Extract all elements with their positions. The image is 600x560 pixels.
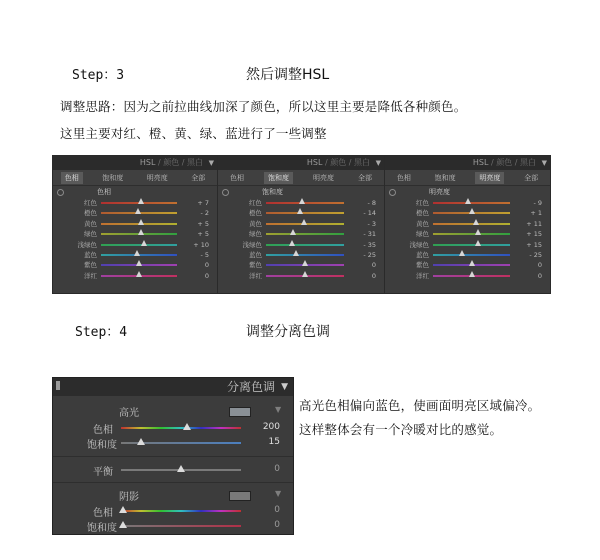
hl-sat-label: 饱和度	[87, 440, 117, 451]
hsl-row	[53, 229, 217, 239]
hsl-row	[385, 260, 550, 270]
channel-slider[interactable]	[266, 212, 344, 214]
hsl-row	[53, 208, 217, 218]
color-tab-label[interactable]: 颜色	[496, 158, 513, 167]
channel-label: 黄色	[249, 219, 262, 228]
collapse-triangle-icon[interactable]: ▼	[541, 159, 547, 167]
split-description-line-1: 高光色相偏向蓝色，使画面明亮区域偏冷。	[299, 398, 541, 413]
channel-value[interactable]: 0	[537, 261, 542, 270]
channel-value[interactable]: 0	[537, 271, 542, 280]
channel-value[interactable]: + 7	[197, 199, 209, 207]
channel-value[interactable]: - 14	[363, 209, 376, 218]
step4-title: 调整分离色调	[246, 324, 330, 340]
sh-hue-thumb[interactable]	[119, 506, 127, 513]
sh-sat-label: 饱和度	[87, 523, 117, 534]
channel-label: 黄色	[416, 219, 429, 228]
channel-value[interactable]: 0	[204, 261, 209, 270]
split-toning-panel	[52, 377, 294, 535]
channel-slider-thumb[interactable]	[469, 260, 475, 266]
hsl-row	[218, 198, 384, 208]
hsl-section-label: 色相	[97, 188, 111, 196]
channel-label: 红色	[84, 199, 97, 207]
hsl-tab-bar	[385, 170, 550, 186]
hsl-panel-header[interactable]	[218, 156, 384, 170]
channel-label: 绿色	[416, 230, 429, 239]
sh-hue-value[interactable]: 0	[274, 505, 280, 515]
channel-label: 蓝色	[416, 250, 429, 259]
balance-label: 平衡	[93, 467, 113, 478]
hsl-panel-header[interactable]	[53, 156, 217, 170]
hsl-row	[218, 271, 384, 281]
channel-label: 洋红	[249, 271, 262, 280]
channel-slider[interactable]	[101, 244, 177, 246]
hsl-section-title	[385, 186, 550, 198]
hl-hue-slider[interactable]	[121, 427, 241, 429]
sh-sat-value[interactable]: 0	[274, 520, 280, 530]
collapse-triangle-icon[interactable]: ▼	[281, 382, 288, 392]
collapse-triangle-icon[interactable]: ▼	[375, 159, 381, 167]
target-adjust-icon[interactable]	[57, 189, 64, 196]
hsl-tab[interactable]: 全部	[191, 173, 206, 182]
channel-label: 红色	[249, 199, 262, 207]
channel-slider-thumb[interactable]	[138, 229, 144, 235]
channel-slider-thumb[interactable]	[465, 198, 471, 204]
hsl-row	[385, 219, 550, 229]
shadows-color-swatch[interactable]	[229, 491, 251, 501]
channel-label: 橙色	[84, 209, 97, 218]
sh-hue-label: 色相	[93, 508, 113, 519]
description-line-1: 调整思路：因为之前拉曲线加深了颜色，所以这里主要是降低各种颜色。	[60, 99, 467, 114]
balance-value[interactable]: 0	[274, 464, 280, 474]
description-line-2: 这里主要对红、橙、黄、绿、蓝进行了一些调整	[60, 126, 327, 141]
hsl-tab-label[interactable]: HSL	[472, 158, 489, 167]
hsl-tab[interactable]: 明亮度	[475, 172, 504, 184]
channel-value[interactable]: 0	[204, 271, 209, 280]
sep: /	[488, 158, 497, 167]
collapse-triangle-icon[interactable]: ▼	[208, 159, 214, 167]
hsl-tab[interactable]: 饱和度	[102, 173, 124, 182]
channel-label: 浅绿色	[77, 240, 97, 249]
channel-slider-thumb[interactable]	[475, 240, 481, 246]
highlights-label: 高光	[119, 408, 139, 419]
channel-slider-thumb[interactable]	[290, 229, 296, 235]
bw-tab-label[interactable]: 黑白	[520, 158, 536, 167]
channel-value[interactable]: + 5	[197, 230, 209, 239]
channel-slider[interactable]	[266, 244, 344, 246]
step3-label: Step：3	[72, 68, 125, 83]
hsl-row	[385, 250, 550, 260]
channel-label: 紫色	[84, 261, 97, 270]
hsl-row	[218, 219, 384, 229]
hsl-tab-label[interactable]: HSL	[306, 158, 323, 167]
channel-value[interactable]: - 9	[533, 199, 542, 207]
step4-label: Step：4	[75, 325, 128, 340]
channel-value[interactable]: + 5	[197, 219, 209, 228]
target-adjust-icon[interactable]	[389, 189, 396, 196]
channel-value[interactable]: 0	[371, 261, 376, 270]
channel-label: 蓝色	[249, 250, 262, 259]
channel-slider-thumb[interactable]	[135, 208, 141, 214]
shadows-triangle-icon[interactable]: ▼	[275, 489, 282, 498]
channel-slider-thumb[interactable]	[459, 250, 465, 256]
hsl-panel-1	[52, 155, 218, 294]
channel-slider-thumb[interactable]	[289, 240, 295, 246]
channel-slider-thumb[interactable]	[136, 260, 142, 266]
hsl-tab-label[interactable]: HSL	[139, 158, 156, 167]
hsl-row	[53, 198, 217, 208]
channel-slider[interactable]	[433, 244, 510, 246]
highlights-triangle-icon[interactable]: ▼	[275, 405, 282, 414]
channel-value[interactable]: 0	[371, 271, 376, 280]
channel-label: 蓝色	[84, 250, 97, 259]
hl-hue-value[interactable]: 200	[262, 422, 280, 432]
divider	[53, 482, 293, 483]
hsl-tab[interactable]: 色相	[61, 172, 83, 184]
divider	[53, 456, 293, 457]
hl-hue-thumb[interactable]	[183, 423, 191, 430]
split-toning-header[interactable]	[53, 378, 293, 396]
hsl-tab[interactable]: 饱和度	[434, 173, 456, 182]
hsl-tab[interactable]: 饱和度	[264, 172, 293, 184]
hsl-panel-header[interactable]	[385, 156, 550, 170]
channel-label: 浅绿色	[242, 240, 262, 249]
channel-value[interactable]: + 10	[193, 240, 209, 249]
hsl-row	[53, 271, 217, 281]
channel-value[interactable]: + 15	[526, 230, 542, 239]
channel-label: 黄色	[84, 219, 97, 228]
channel-slider-thumb[interactable]	[469, 208, 475, 214]
channel-value[interactable]: - 31	[363, 230, 376, 239]
sep: /	[155, 158, 164, 167]
channel-slider-thumb[interactable]	[297, 208, 303, 214]
channel-slider-thumb[interactable]	[473, 219, 479, 225]
channel-label: 洋红	[84, 271, 97, 280]
channel-slider[interactable]	[266, 233, 344, 235]
bw-tab-label[interactable]: 黑白	[187, 158, 203, 167]
balance-thumb[interactable]	[177, 465, 185, 472]
channel-value[interactable]: - 25	[529, 250, 542, 259]
channel-label: 绿色	[249, 230, 262, 239]
hsl-row	[53, 250, 217, 260]
channel-slider[interactable]	[433, 223, 510, 225]
split-toning-title: 分离色调	[226, 380, 275, 394]
hsl-row	[385, 229, 550, 239]
channel-value[interactable]: - 8	[367, 199, 376, 207]
hsl-row	[53, 240, 217, 250]
channel-value[interactable]: + 11	[526, 219, 542, 228]
channel-value[interactable]: - 5	[200, 250, 209, 259]
hsl-row	[385, 208, 550, 218]
sep: /	[512, 158, 520, 167]
channel-slider[interactable]	[433, 233, 510, 235]
highlights-color-swatch[interactable]	[229, 407, 251, 417]
channel-value[interactable]: + 1	[530, 209, 542, 218]
panel-handle-icon	[56, 381, 60, 390]
hsl-section-title	[218, 186, 384, 198]
channel-value[interactable]: + 15	[526, 240, 542, 249]
hl-sat-thumb[interactable]	[137, 438, 145, 445]
channel-slider-thumb[interactable]	[293, 250, 299, 256]
channel-value[interactable]: - 35	[363, 240, 376, 249]
channel-slider-thumb[interactable]	[301, 219, 307, 225]
hsl-row	[385, 271, 550, 281]
channel-label: 紫色	[249, 261, 262, 270]
channel-slider-thumb[interactable]	[138, 198, 144, 204]
channel-label: 红色	[416, 199, 429, 207]
color-tab-label[interactable]: 颜色	[330, 158, 347, 167]
hsl-row	[218, 250, 384, 260]
hsl-tab-bar	[53, 170, 217, 186]
hsl-row	[385, 198, 550, 208]
sh-sat-slider[interactable]	[121, 525, 241, 527]
channel-value[interactable]: - 3	[367, 219, 376, 228]
hsl-panel-3	[384, 155, 551, 294]
channel-slider[interactable]	[266, 254, 344, 256]
hsl-tab[interactable]: 明亮度	[146, 173, 168, 182]
hsl-section-label: 饱和度	[262, 188, 283, 196]
step3-title: 然后调整HSL	[246, 67, 330, 83]
hl-sat-value[interactable]: 15	[268, 437, 280, 447]
hsl-tab[interactable]: 色相	[230, 173, 244, 182]
channel-label: 洋红	[416, 271, 429, 280]
color-tab-label[interactable]: 颜色	[163, 158, 180, 167]
channel-slider-thumb[interactable]	[302, 271, 308, 277]
channel-slider[interactable]	[433, 202, 510, 204]
channel-label: 绿色	[84, 230, 97, 239]
channel-slider[interactable]	[433, 254, 510, 256]
hsl-tab[interactable]: 全部	[524, 173, 539, 182]
channel-label: 浅绿色	[409, 240, 429, 249]
sep: /	[346, 158, 354, 167]
hsl-row	[218, 260, 384, 270]
channel-slider-thumb[interactable]	[141, 240, 147, 246]
hsl-row	[218, 208, 384, 218]
sep: /	[179, 158, 187, 167]
hsl-section-label: 明亮度	[429, 188, 450, 196]
hsl-row	[218, 240, 384, 250]
hsl-section-title	[53, 186, 217, 198]
sep: /	[322, 158, 331, 167]
channel-label: 橙色	[249, 209, 262, 218]
channel-slider[interactable]	[266, 202, 344, 204]
channel-slider-thumb[interactable]	[134, 250, 140, 256]
hl-hue-label: 色相	[93, 425, 113, 436]
channel-slider-thumb[interactable]	[302, 260, 308, 266]
hsl-tab[interactable]: 色相	[396, 173, 411, 182]
channel-slider-thumb[interactable]	[136, 271, 142, 277]
channel-slider-thumb[interactable]	[299, 198, 305, 204]
channel-value[interactable]: - 25	[363, 250, 376, 259]
channel-slider-thumb[interactable]	[475, 229, 481, 235]
channel-label: 紫色	[416, 261, 429, 270]
hsl-row	[218, 229, 384, 239]
hsl-row	[53, 219, 217, 229]
channel-slider-thumb[interactable]	[138, 219, 144, 225]
channel-value[interactable]: - 2	[200, 209, 209, 218]
hsl-row	[385, 240, 550, 250]
shadows-label: 阴影	[119, 492, 139, 503]
target-adjust-icon[interactable]	[222, 189, 229, 196]
sh-sat-thumb[interactable]	[119, 521, 127, 528]
channel-slider-thumb[interactable]	[469, 271, 475, 277]
bw-tab-label[interactable]: 黑白	[354, 158, 370, 167]
hsl-row	[53, 260, 217, 270]
hsl-tab[interactable]: 明亮度	[313, 173, 334, 182]
sh-hue-slider[interactable]	[121, 510, 241, 512]
hsl-panel-2	[217, 155, 385, 294]
channel-label: 橙色	[416, 209, 429, 218]
hsl-tab[interactable]: 全部	[358, 173, 372, 182]
hsl-tab-bar	[218, 170, 384, 186]
split-description-line-2: 这样整体会有一个冷暖对比的感觉。	[299, 422, 503, 437]
